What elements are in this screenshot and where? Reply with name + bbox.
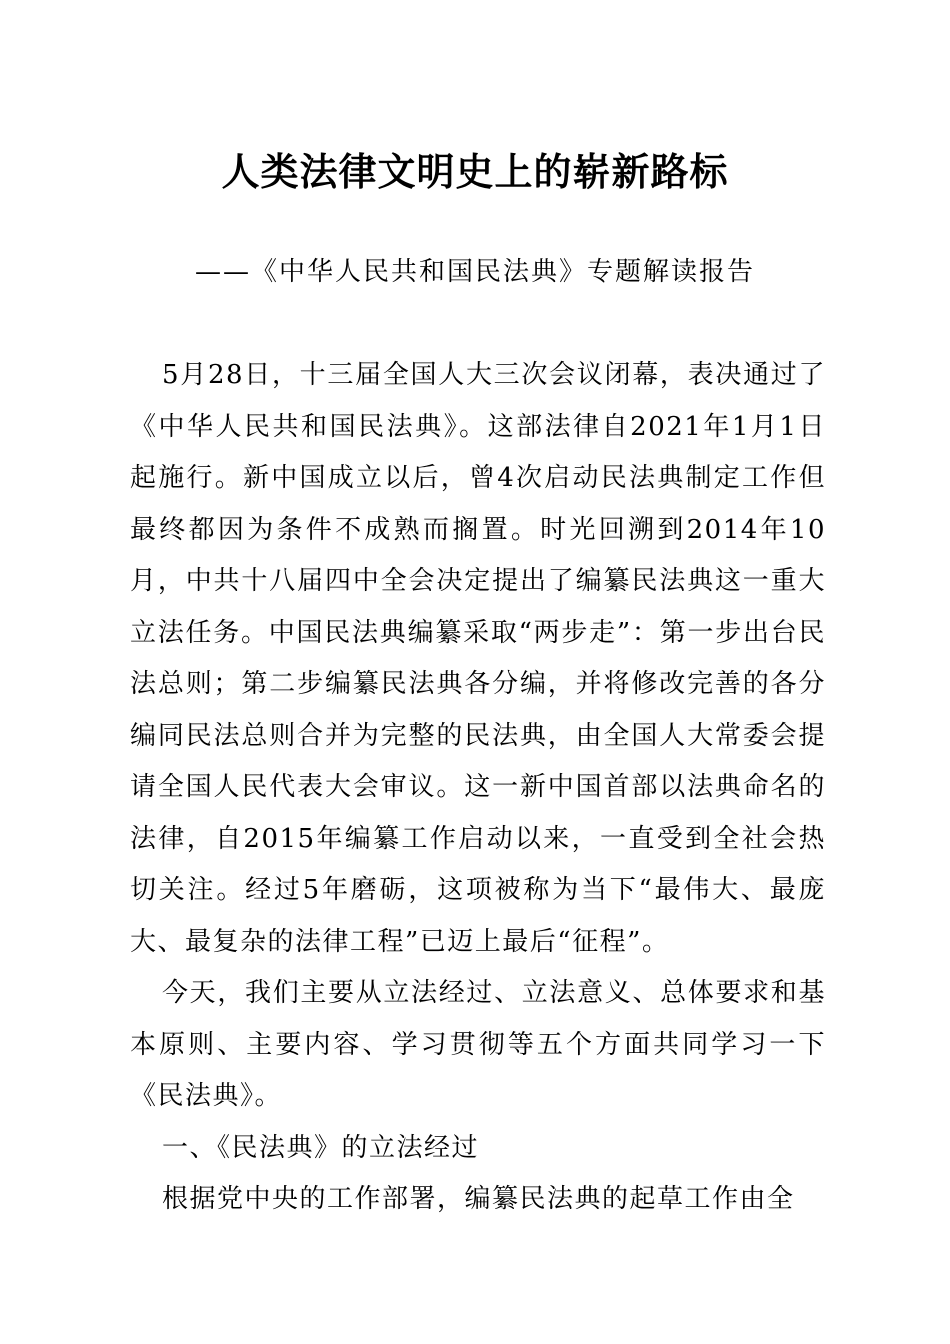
body-paragraph: 今天，我们主要从立法经过、立法意义、总体要求和基本原则、主要内容、学习贯彻等五个方面共同学习一下《民法典》。 (130, 978, 826, 1111)
section-heading: 一、《民法典》的立法经过 (162, 1132, 480, 1163)
document-title: 人类法律文明史上的崭新路标 (221, 150, 729, 194)
document-body (130, 350, 826, 1226)
body-paragraph: 5月28日，十三届全国人大三次会议闭幕，表决通过了《中华人民共和国民法典》。这部法律自2021年1月1日起施行。新中国成立以后，曾4次启动民法典制定工作但最终都因为条件不成熟而搁置。时光回溯到2014年10月，中共十八届四中全会决定提出了编纂民法典这一重大立法任务。中国民法典编纂采取“两步走”：第一步出台民法总则；第二步编纂民法典各分编，并将修改完善的各分编同民法总则合并为完整的民法典，由全国人大常委会提请全国人民代表大会审议。这一新中国首部以法典命名的法律，自2015年编纂工作启动以来，一直受到全社会热切关注。经过5年磨砺，这项被称为当下“最伟大、最庞大、最复杂的法律工程”已迈上最后“征程”。 (130, 360, 826, 957)
document-subtitle: ——《中华人民共和国民法典》专题解读报告 (194, 257, 755, 287)
body-paragraph: 根据党中央的工作部署，编纂民法典的起草工作由全 (162, 1184, 795, 1214)
